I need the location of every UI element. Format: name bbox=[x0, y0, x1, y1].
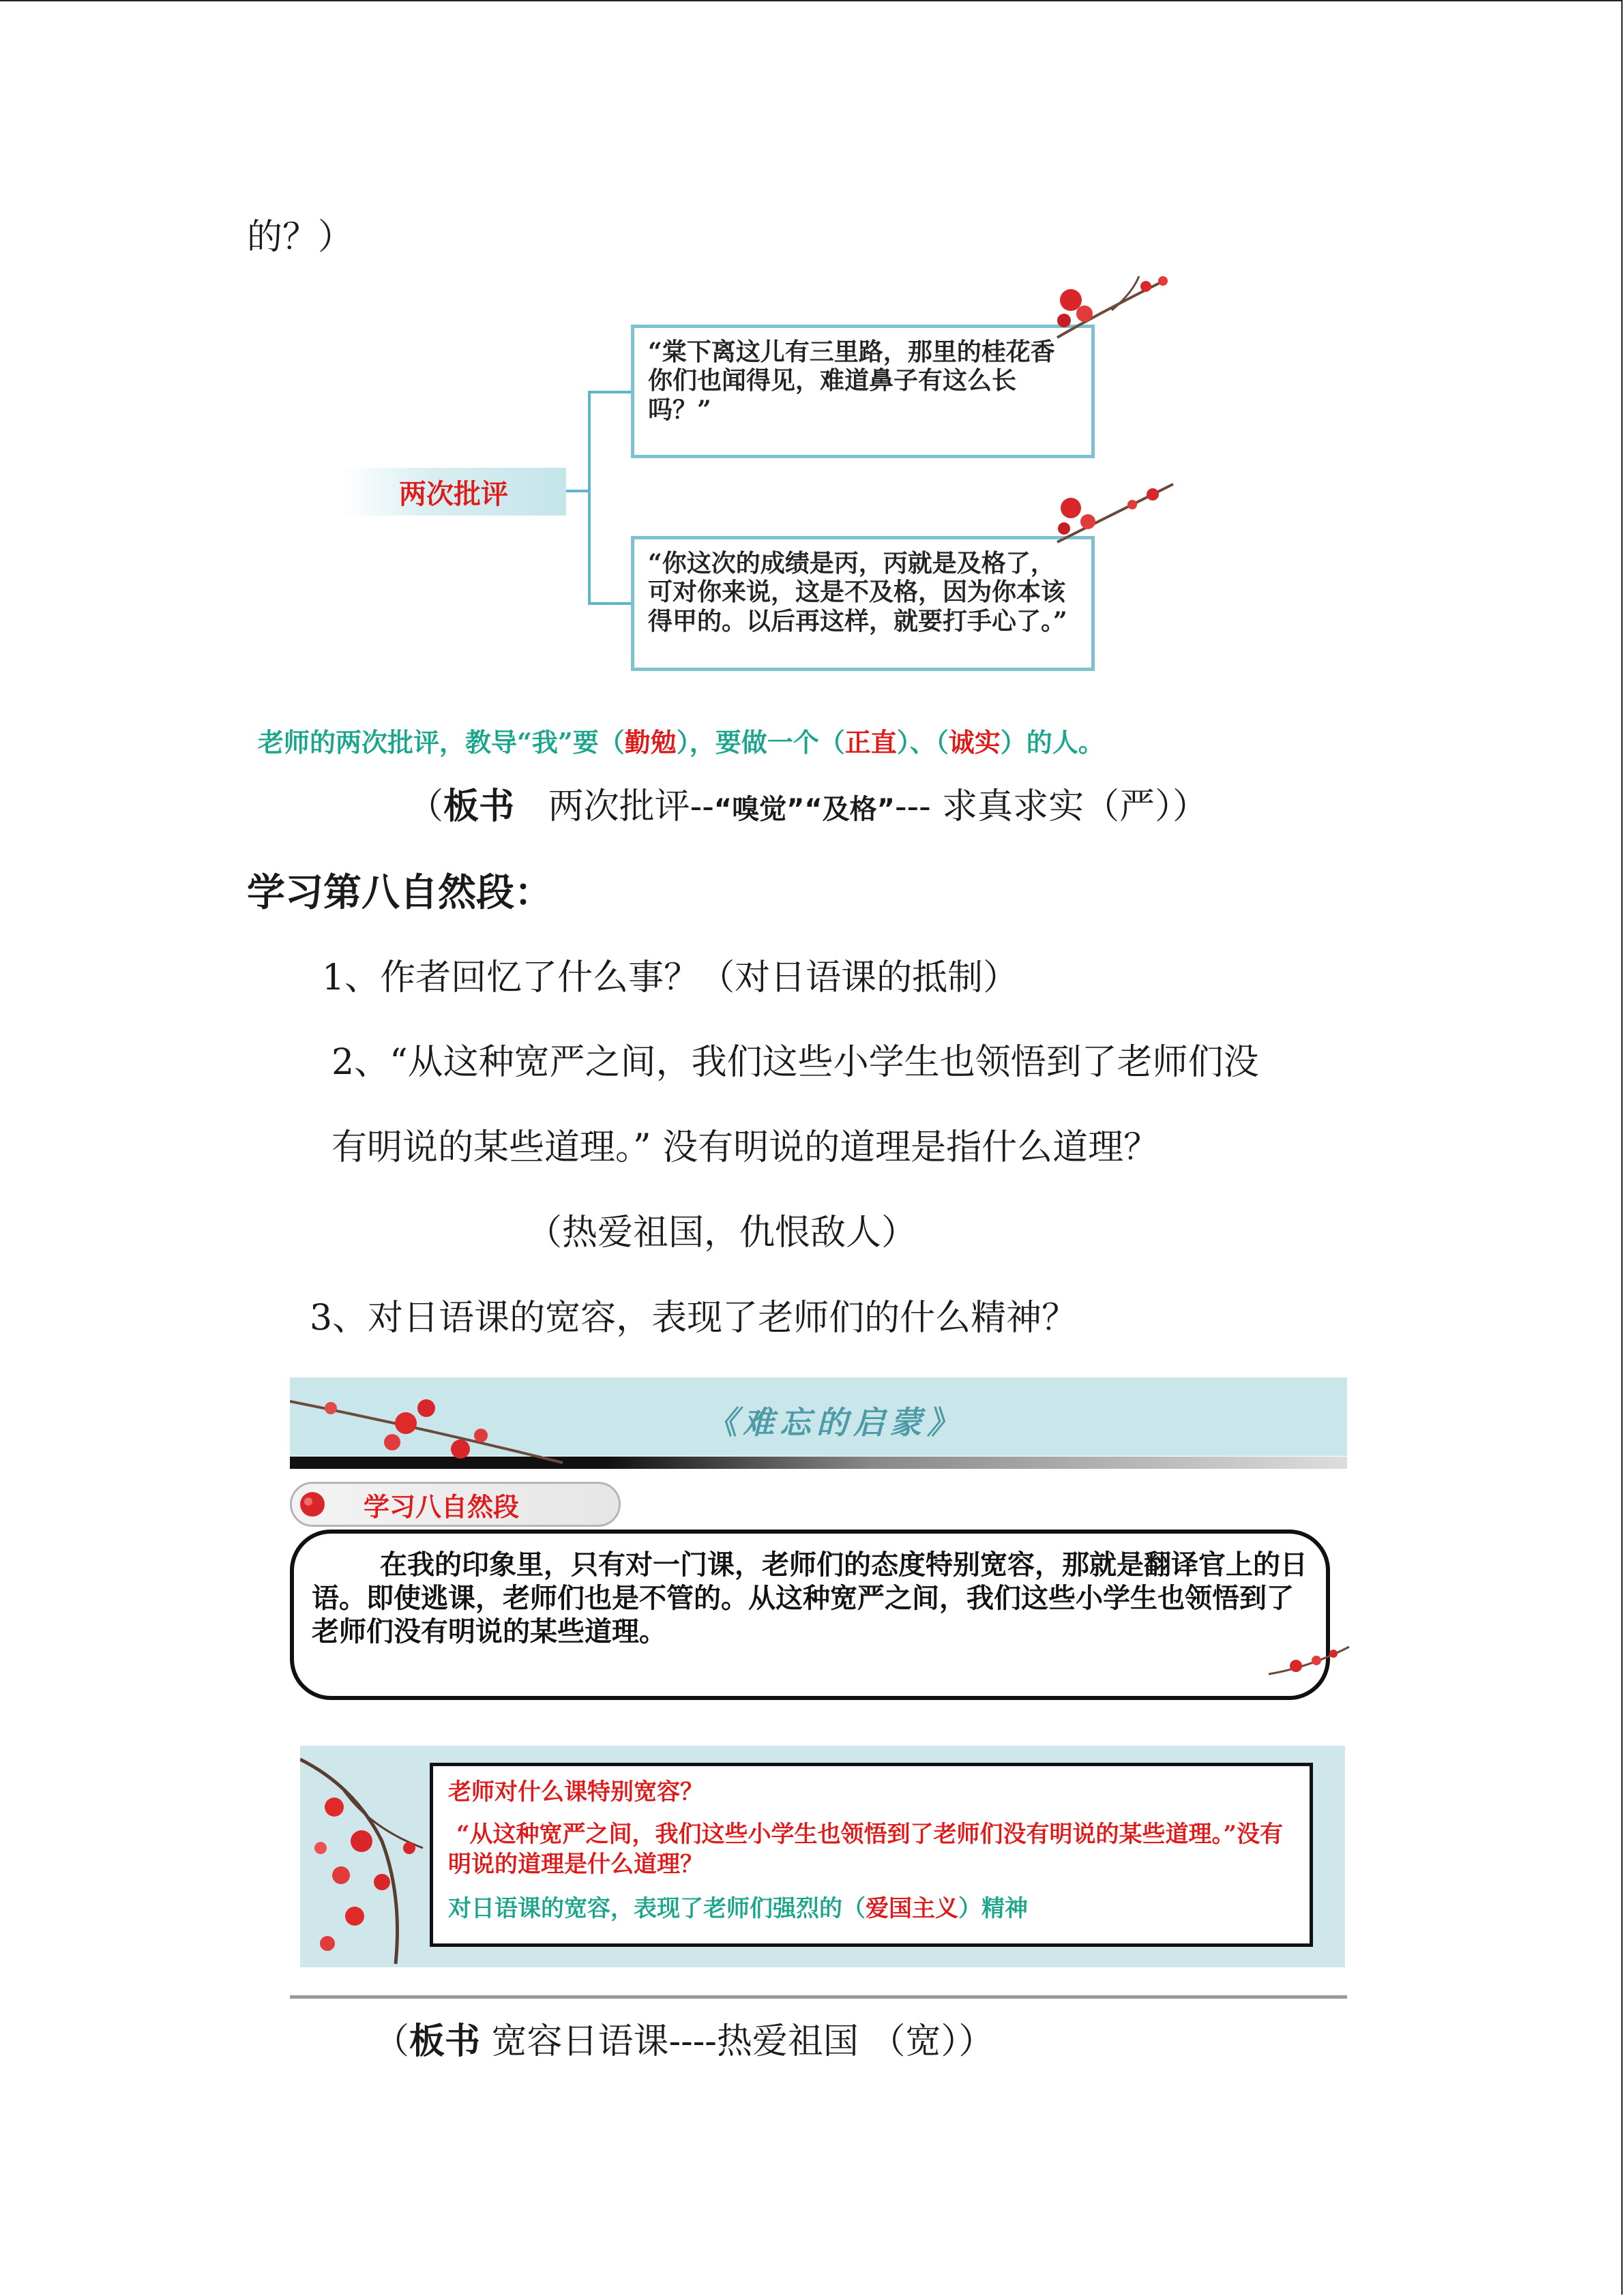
paren: （ bbox=[408, 786, 444, 827]
answer-upright: 正直 bbox=[844, 727, 897, 758]
figure1-label: 两次批评 bbox=[341, 468, 566, 516]
intro-fragment: 的？） bbox=[247, 217, 354, 258]
board-label: 板书 bbox=[443, 786, 515, 827]
figure1-summary bbox=[258, 727, 1104, 758]
question-2-line1: 2、“从这种宽严之间，我们这些小学生也领悟到了老师们没 bbox=[331, 1042, 1259, 1083]
board-text: --- 求真求实（严）） bbox=[894, 786, 1209, 827]
board-text: 两次批评-- bbox=[548, 786, 714, 827]
plum-blossom-icon bbox=[290, 1381, 576, 1466]
connector-bottom bbox=[588, 602, 636, 605]
plum-blossom-icon bbox=[1269, 1640, 1350, 1688]
panel-answer bbox=[448, 1894, 1295, 1924]
board-note-1 bbox=[408, 786, 1209, 827]
answer-honest: 诚实 bbox=[948, 727, 1001, 758]
connector-h bbox=[566, 490, 590, 492]
connector-v bbox=[588, 391, 591, 603]
board-label: 板书 bbox=[409, 2021, 481, 2062]
plum-blossom-icon bbox=[1050, 273, 1173, 348]
board-text: 宽容日语课----热爱祖国 （宽）） bbox=[480, 2021, 994, 2062]
question-2-line2: 有明说的某些道理。” 没有明说的道理是指什么道理？ bbox=[331, 1127, 1160, 1168]
slide-title: 《难忘的启蒙》 bbox=[706, 1404, 964, 1441]
question-box bbox=[430, 1763, 1313, 1947]
board-term: “嗅觉” bbox=[713, 794, 805, 825]
answer-diligent: 勤勉 bbox=[624, 727, 677, 758]
summary-part: ），要做一个（ bbox=[676, 727, 845, 758]
panel-question-1: 老师对什么课特别宽容？ bbox=[448, 1778, 703, 1806]
answer-patriotism: 爱国主义 bbox=[866, 1894, 958, 1922]
divider bbox=[290, 1995, 1347, 1999]
question-1: 1、作者回忆了什么事？（对日语课的抵制） bbox=[322, 957, 1019, 998]
section-pill bbox=[290, 1482, 621, 1527]
summary-part: 老师的两次批评，教导“我”要（ bbox=[258, 727, 625, 758]
pill-label: 学习八自然段 bbox=[364, 1491, 520, 1522]
quote-box-2: “你这次的成绩是丙，丙就是及格了，可对你来说，这是不及格，因为你本该得甲的。以后再这样，就要打手心了。” bbox=[631, 536, 1095, 671]
summary-part: ）、（ bbox=[896, 727, 949, 758]
quote-box-1: “棠下离这儿有三里路，那里的桂花香你们也闻得见，难道鼻子有这么长吗？” bbox=[631, 325, 1095, 458]
plum-blossom-icon bbox=[300, 1746, 437, 1967]
summary-part: ）的人。 bbox=[1000, 727, 1104, 758]
passage-box: 在我的印象里，只有对一门课，老师们的态度特别宽容，那就是翻译官上的日语。即使逃课，老师们也是不管的。从这种宽严之间，我们这些小学生也领悟到了老师们没有明说的某些道理。 bbox=[290, 1530, 1330, 1700]
paren: （ bbox=[374, 2021, 410, 2062]
question-3: 3、对日语课的宽容，表现了老师们的什么精神？ bbox=[310, 1298, 1078, 1339]
board-term: “及格” bbox=[804, 794, 895, 825]
plum-blossom-icon bbox=[1050, 477, 1180, 552]
board-note-2 bbox=[374, 2021, 994, 2062]
answer-text: ）精神 bbox=[958, 1894, 1028, 1922]
section-heading: 学习第八自然段： bbox=[247, 871, 552, 915]
panel-question-2: “从这种宽严之间，我们这些小学生也领悟到了老师们没有明说的某些道理。”没有明说的道理是什么道理？ bbox=[448, 1821, 1284, 1879]
question-2-answer: （热爱祖国，仇恨敌人） bbox=[527, 1212, 917, 1253]
answer-text: 对日语课的宽容，表现了老师们强烈的（ bbox=[448, 1894, 866, 1922]
flower-icon bbox=[293, 1487, 331, 1522]
connector-top bbox=[588, 391, 636, 393]
